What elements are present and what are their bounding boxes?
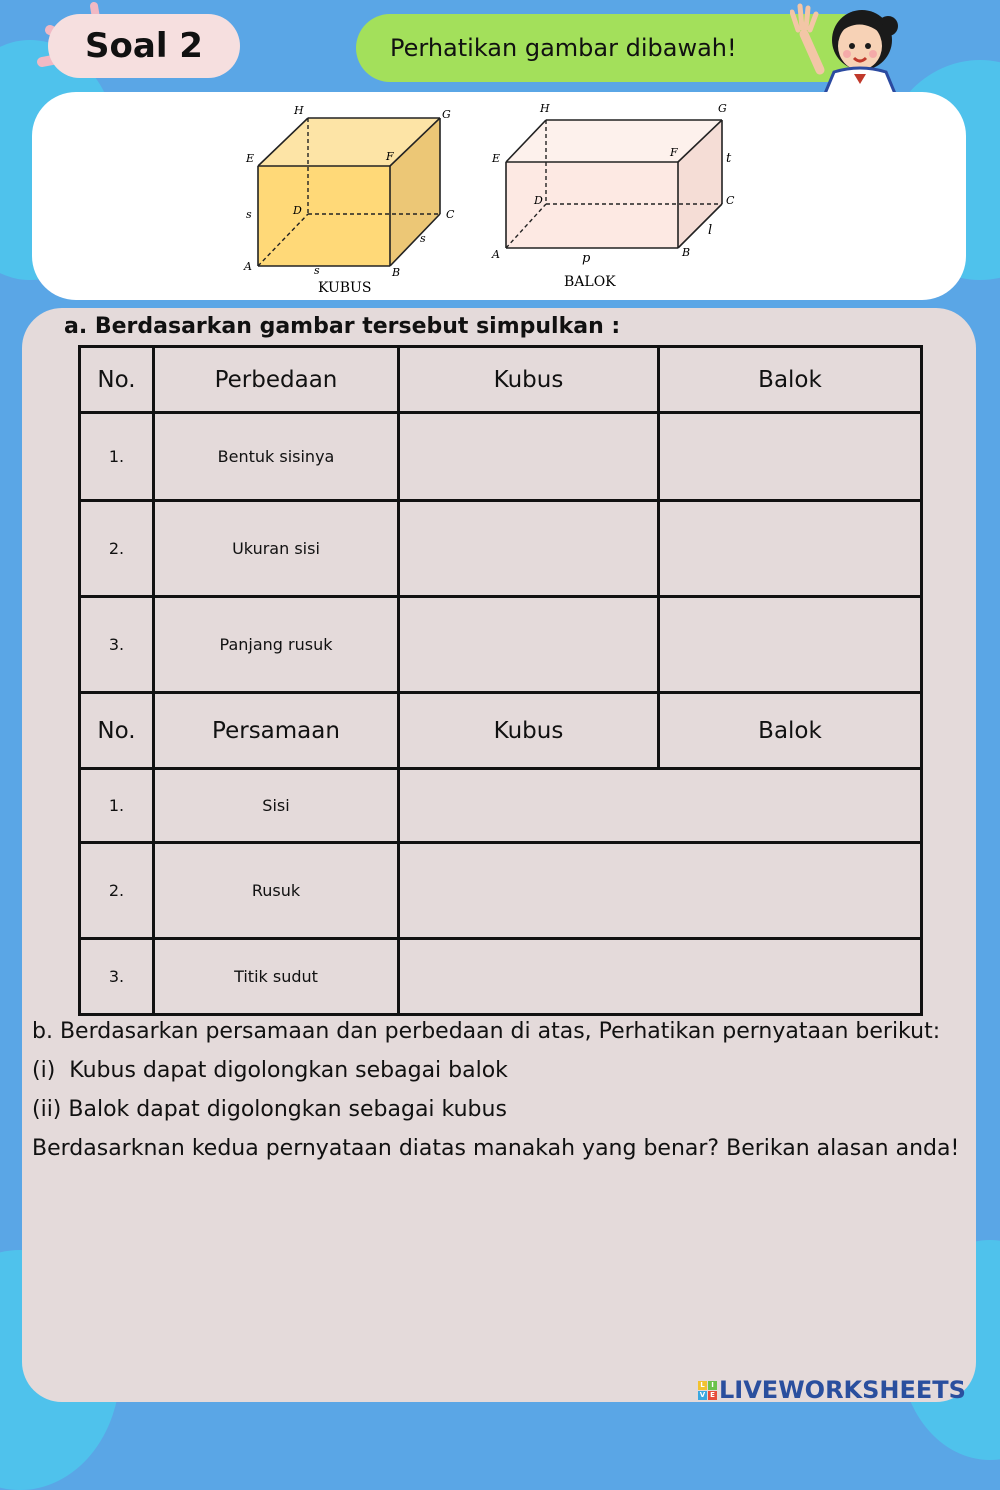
vertex-label: E [246,152,255,165]
vertex-label: B [682,246,691,259]
statement-ii: (ii) Balok dapat digolongkan sebagai kubus [32,1097,507,1122]
cube-figure [238,100,458,298]
column-header: Balok [659,693,922,769]
question-b [32,1012,964,1168]
vertex-label: B [392,266,401,279]
row-number: 3. [80,939,154,1015]
vertex-label: D [293,204,302,217]
balok-answer-cell[interactable] [659,597,922,693]
similarity-answer-cell[interactable] [399,843,922,939]
column-header: No. [80,347,154,413]
vertex-label: D [534,194,543,207]
kubus-answer-cell[interactable] [399,413,659,501]
table-row [80,939,922,1015]
row-item: Ukuran sisi [154,501,399,597]
kubus-answer-cell[interactable] [399,501,659,597]
row-number: 3. [80,597,154,693]
row-number: 2. [80,843,154,939]
table-row [80,769,922,843]
cube-caption: KUBUS [318,280,372,296]
row-item: Sisi [154,769,399,843]
table-row [80,413,922,501]
vertex-label: H [294,104,304,117]
row-item: Panjang rusuk [154,597,399,693]
cuboid-caption: BALOK [564,274,616,290]
row-item: Titik sudut [154,939,399,1015]
row-number: 2. [80,501,154,597]
edge-label: l [708,223,713,238]
logo-text: LIVEWORKSHEETS [719,1376,966,1404]
vertex-label: F [670,146,678,159]
instruction-text: Perhatikan gambar dibawah! [390,34,737,62]
statement-i: (i) Kubus dapat digolongkan sebagai balok [32,1058,508,1083]
logo-mark-icon: L I V E [698,1381,717,1400]
edge-label: p [582,251,591,266]
similarity-answer-cell[interactable] [399,939,922,1015]
column-header: Persamaan [154,693,399,769]
question-number-badge [48,14,240,78]
vertex-label: E [492,152,501,165]
balok-answer-cell[interactable] [659,413,922,501]
liveworksheets-logo [698,1376,966,1404]
edge-label: s [314,264,320,277]
question-a-title: a. Berdasarkan gambar tersebut simpulkan : [64,314,621,339]
cuboid-figure [486,100,736,298]
kubus-answer-cell[interactable] [399,597,659,693]
badge-label: Soal 2 [85,26,203,66]
vertex-label: A [244,260,252,273]
row-number: 1. [80,413,154,501]
vertex-label: C [726,194,735,207]
similarities-header-row [80,693,922,769]
vertex-label: G [718,102,727,115]
row-number: 1. [80,769,154,843]
question-b-intro: b. Berdasarkan persamaan dan perbedaan di atas, Perhatikan pernyataan berikut: [32,1019,941,1044]
edge-label: s [246,208,252,221]
comparison-table [78,345,923,1016]
balok-answer-cell[interactable] [659,501,922,597]
similarity-answer-cell[interactable] [399,769,922,843]
column-header: Balok [659,347,922,413]
edge-label: s [420,232,426,245]
differences-header-row [80,347,922,413]
column-header: Kubus [399,347,659,413]
row-item: Rusuk [154,843,399,939]
column-header: Perbedaan [154,347,399,413]
vertex-label: C [446,208,455,221]
vertex-label: H [540,102,550,115]
vertex-label: F [386,150,394,163]
table-row [80,843,922,939]
girl-illustration [790,0,910,96]
edge-label: t [726,151,732,166]
column-header: No. [80,693,154,769]
question-b-prompt: Berdasarknan kedua pernyataan diatas manakah yang benar? Berikan alasan anda! [32,1136,960,1161]
table-row [80,501,922,597]
column-header: Kubus [399,693,659,769]
vertex-label: A [492,248,500,261]
row-item: Bentuk sisinya [154,413,399,501]
vertex-label: G [442,108,451,121]
table-row [80,597,922,693]
